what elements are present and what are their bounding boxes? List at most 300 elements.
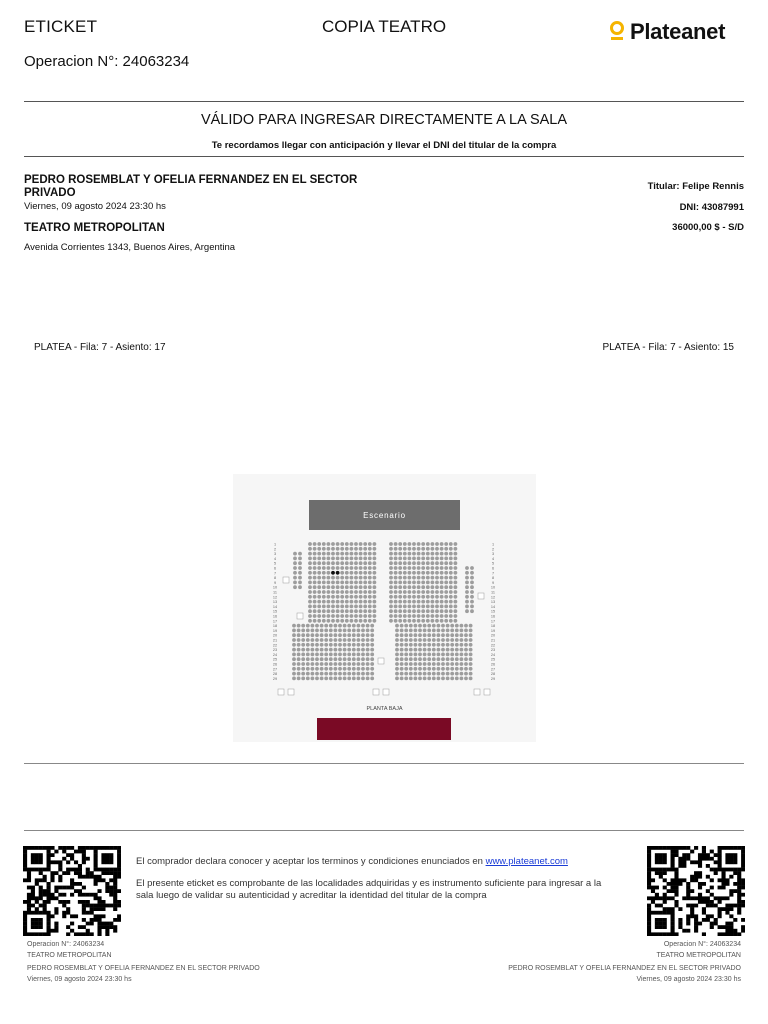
qr-module [94,846,98,850]
seat [408,605,412,609]
qr-module [101,878,105,882]
qr-module [97,929,101,933]
seat [327,590,331,594]
seat [352,662,356,666]
seat [363,595,367,599]
seat [297,667,301,671]
qr-right-meta [508,939,741,985]
event-date: Viernes, 09 agosto 2024 23:30 hs [24,201,166,212]
qr-module [78,875,82,879]
seat [315,643,319,647]
seat [320,657,324,661]
qr-module [663,932,667,936]
seat [359,590,363,594]
seat [370,624,374,628]
qr-module [94,857,98,861]
seat [293,581,297,585]
qr-module [70,868,74,872]
qr-module [62,904,66,908]
qr-module [655,871,659,875]
qr-module [729,922,733,926]
qr-module [737,886,741,890]
seat [313,590,317,594]
seat [345,566,349,570]
seat [352,629,356,633]
seat [446,638,450,642]
seat [336,552,340,556]
terms-text [136,856,568,868]
seat [347,657,351,661]
qr-module [678,878,682,882]
qr-module [647,846,651,850]
qr-module [655,893,659,897]
qr-module [741,918,745,922]
qr-module [706,864,710,868]
seat [421,557,425,561]
seat [336,542,340,546]
row-number: 29 [272,676,278,681]
seat [389,576,393,580]
seat [432,648,436,652]
qr-module [47,914,51,918]
seat [440,571,444,575]
seat [313,581,317,585]
qr-module [39,932,43,936]
seat [336,585,340,589]
qr-module [733,918,737,922]
seat [464,667,468,671]
seat [311,677,315,681]
qr-module [733,871,737,875]
seat [336,576,340,580]
seat [395,633,399,637]
seat [409,633,413,637]
qr-module [97,932,101,936]
seat [426,576,430,580]
qr-module [667,932,671,936]
row-number: 26 [490,662,496,667]
qr-module [43,875,47,879]
seat [431,614,435,618]
qr-code-left [23,846,121,941]
seat [464,672,468,676]
row-number: 15 [490,609,496,614]
seat [408,585,412,589]
qr-module [66,907,70,911]
qr-module [27,868,31,872]
seat [418,672,422,676]
qr-module [718,907,722,911]
qr-module [101,846,105,850]
qr-module [54,896,58,900]
seat [426,605,430,609]
qr-module [94,882,98,886]
seat [404,629,408,633]
seat [398,614,402,618]
seat [469,677,473,681]
seat [370,677,374,681]
stage-label: Escenario [363,511,406,520]
seat [354,619,358,623]
seat [308,595,312,599]
qr-module [698,860,702,864]
qr-module [86,932,90,936]
seat [347,643,351,647]
seat [366,638,370,642]
qr-module [733,868,737,872]
row-number: 6 [273,566,277,571]
seat [423,648,427,652]
seat [354,590,358,594]
qr-module [718,932,722,936]
qr-module [690,907,694,911]
qr-module [54,925,58,929]
qr-module [47,868,51,872]
seat [331,605,335,609]
seat [398,542,402,546]
seat [306,657,310,661]
seat [409,677,413,681]
seat [440,547,444,551]
qr-module [721,846,725,850]
seat [368,566,372,570]
qr-module [86,900,90,904]
qr-module [90,893,94,897]
seat [437,667,441,671]
qr-module [663,907,667,911]
seat [449,576,453,580]
qr-module [117,868,121,872]
seat [404,667,408,671]
seat [431,566,435,570]
seat [437,629,441,633]
seat [450,672,454,676]
qr-module [686,904,690,908]
seat [435,590,439,594]
seat [394,590,398,594]
qr-module [663,878,667,882]
seat [431,605,435,609]
seat [334,657,338,661]
seat [421,581,425,585]
seat [357,677,361,681]
qr-module [671,914,675,918]
seat [418,633,422,637]
seat [412,542,416,546]
qr-module [39,918,43,922]
seat [340,552,344,556]
qr-module [741,929,745,933]
seat [373,566,377,570]
seat [450,624,454,628]
floor-label: PLANTA BAJA [366,706,403,712]
seat [317,561,321,565]
seat [431,547,435,551]
seat [370,648,374,652]
seat [338,662,342,666]
qr-module [86,929,90,933]
seat [460,638,464,642]
seat [292,633,296,637]
seat [408,571,412,575]
seat [298,571,302,575]
qr-module [655,896,659,900]
seat [350,609,354,613]
qr-module [35,932,39,936]
seat [400,624,404,628]
seat [444,595,448,599]
qr-module [651,900,655,904]
seat [440,561,444,565]
seat [340,595,344,599]
seat [320,643,324,647]
seat [322,566,326,570]
qr-module [58,878,62,882]
row-number: 5 [491,561,495,566]
qr-module [109,846,113,850]
qr-module [23,846,27,850]
seat [359,595,363,599]
seat [298,585,302,589]
seat [465,585,469,589]
seat [389,561,393,565]
seat [431,561,435,565]
qr-module [714,860,718,864]
seat [421,590,425,594]
qr-module [27,932,31,936]
qr-module [741,886,745,890]
seat [373,609,377,613]
qr-module [23,864,27,868]
qr-module [66,886,70,890]
seat [421,576,425,580]
qr-module [682,929,686,933]
qr-module [54,871,58,875]
qr-module [97,922,101,926]
qr-module [725,878,729,882]
qr-module [105,932,109,936]
seat [460,648,464,652]
row-number: 27 [490,667,496,672]
seat [306,629,310,633]
seat [454,571,458,575]
seat [455,672,459,676]
qr-module [35,860,39,864]
qr-module [741,850,745,854]
seat [403,576,407,580]
seat [340,619,344,623]
qr-module [686,857,690,861]
row-number: 11 [273,590,277,595]
seat [359,581,363,585]
seat [308,619,312,623]
seat [297,648,301,652]
seat [350,571,354,575]
qr-module [43,868,47,872]
seat [431,619,435,623]
seat [446,653,450,657]
qr-module [718,857,722,861]
seat [373,542,377,546]
row-number: 23 [490,648,496,653]
seat [320,667,324,671]
qr-module [674,900,678,904]
seat [454,609,458,613]
row-number: 1 [273,542,277,547]
holder-name: Titular: Felipe Rennis [647,181,744,192]
qr-module [737,900,741,904]
seat [432,643,436,647]
qr-module [737,893,741,897]
seat [324,677,328,681]
qr-module [655,925,659,929]
seat [431,609,435,613]
qr-module [678,882,682,886]
seat [437,624,441,628]
qr-module [58,864,62,868]
seat [454,561,458,565]
holder-dni: DNI: 43087991 [679,202,744,213]
qr-module [651,911,655,915]
seat [343,653,347,657]
qr-module [82,900,86,904]
qr-module [43,889,47,893]
qr-module [86,911,90,915]
row-number: 26 [272,662,278,667]
qr-module [66,911,70,915]
seat [464,662,468,666]
qr-module [117,904,121,908]
seat [350,557,354,561]
qr-module [733,882,737,886]
qr-module [58,860,62,864]
seat [441,677,445,681]
seat [324,624,328,628]
seat [409,657,413,661]
qr-module [113,886,117,890]
seat [398,552,402,556]
row-number: 23 [272,648,278,653]
seat [394,614,398,618]
seat [431,595,435,599]
qr-module [698,896,702,900]
seat [329,624,333,628]
seat [435,581,439,585]
seat [450,653,454,657]
seat [327,542,331,546]
qr-module [90,911,94,915]
row-number: 20 [490,633,496,638]
seat [414,643,418,647]
qr-module [62,893,66,897]
seat [426,581,430,585]
seat [398,571,402,575]
qr-module [647,850,651,854]
seat [368,576,372,580]
qr-module [682,878,686,882]
seat [352,657,356,661]
qr-module [725,896,729,900]
qr-module [23,922,27,926]
seat [343,648,347,652]
qr-module [741,882,745,886]
seat [449,552,453,556]
qr-module [113,929,117,933]
seat [357,653,361,657]
qr-module [721,886,725,890]
seat [292,653,296,657]
terms-link[interactable]: www.plateanet.com [485,856,568,867]
qr-module [35,868,39,872]
qr-module [647,871,651,875]
seat [301,662,305,666]
qr-module [43,911,47,915]
qr-module [47,932,51,936]
seat [322,581,326,585]
seat [465,600,469,604]
qr-module [39,878,43,882]
seat [301,657,305,661]
seat [340,609,344,613]
seat [350,542,354,546]
seat [292,638,296,642]
row-number: 9 [273,580,277,585]
qr-module [86,904,90,908]
seat [409,638,413,642]
seat [449,561,453,565]
qr-module [651,896,655,900]
qr-module [101,925,105,929]
qr-module [659,875,663,879]
seat [331,576,335,580]
seat [313,619,317,623]
seat [394,566,398,570]
seat [412,590,416,594]
qr-module [70,846,74,850]
qr-module [27,896,31,900]
qr-module [39,893,43,897]
seat [293,552,297,556]
entrance-block [317,718,451,740]
row-number: 4 [273,556,277,561]
seat [460,672,464,676]
seat [313,557,317,561]
seat [350,585,354,589]
qr-module [710,868,714,872]
seat [331,619,335,623]
seat [308,609,312,613]
seat [338,667,342,671]
qr-module [74,889,78,893]
seat [455,653,459,657]
seat [432,662,436,666]
seat [308,547,312,551]
seat [441,657,445,661]
seat [334,624,338,628]
qr-module [54,850,58,854]
qr-module [702,882,706,886]
qr-module [671,878,675,882]
qr-module [655,932,659,936]
seat [454,581,458,585]
seat [395,657,399,661]
seat [298,557,302,561]
qr-module [86,857,90,861]
divider [24,763,744,764]
qr-module [82,893,86,897]
seat [361,672,365,676]
qr-module [729,846,733,850]
